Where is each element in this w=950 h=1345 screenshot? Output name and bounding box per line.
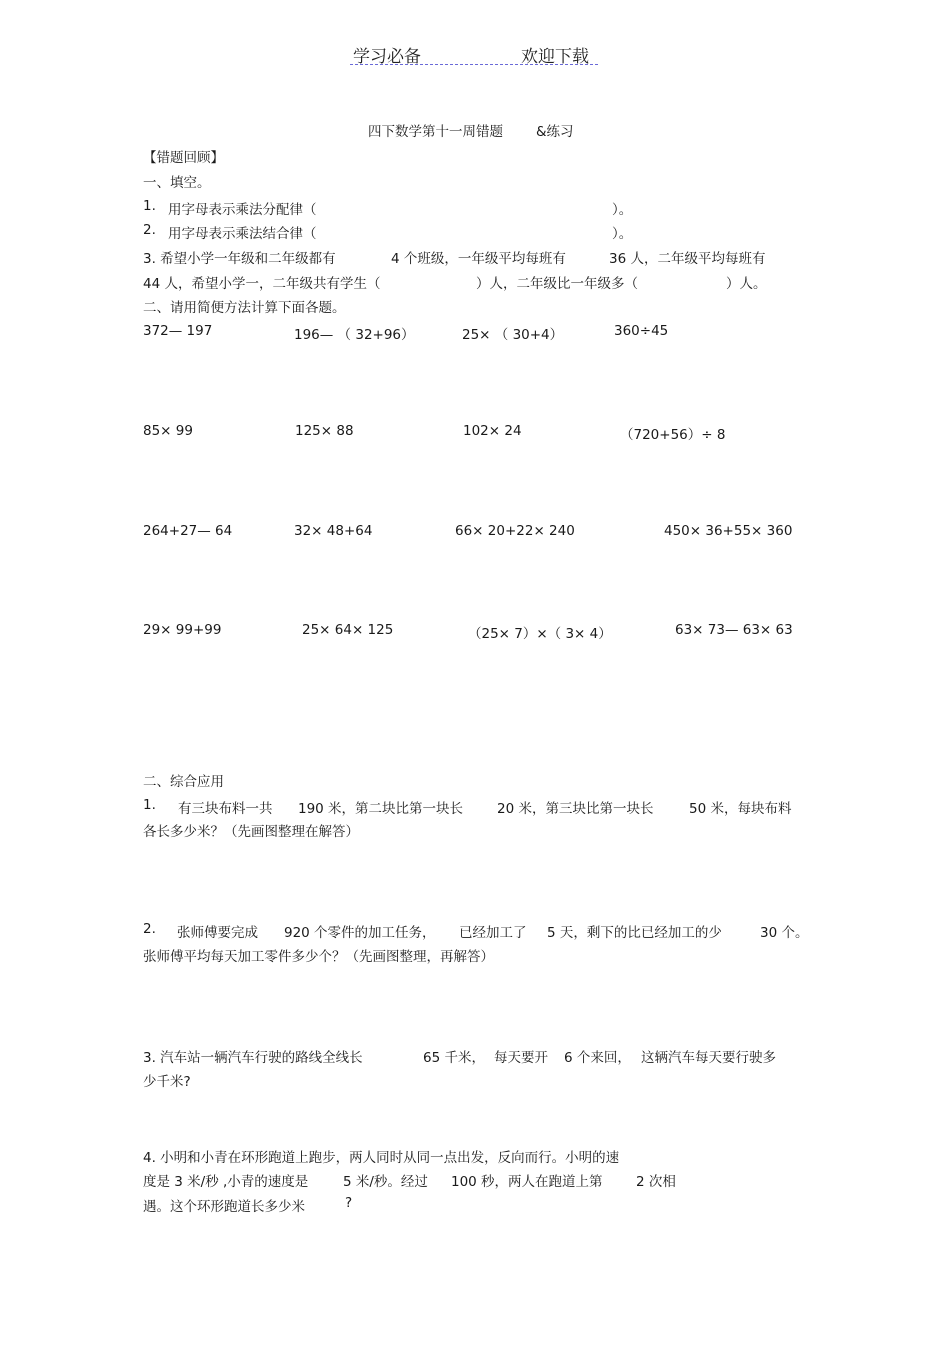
p2-line1: 2. (143, 921, 156, 937)
q3-line1-b: 4 个班级，一年级平均每班有 (391, 251, 566, 267)
p1-line1: 1. (143, 797, 156, 813)
p1-line1: 50 米，每块布料 (689, 801, 792, 817)
q1-close: ）。 (612, 202, 633, 218)
q3-line1-a: 3. 希望小学一年级和二年级都有 (143, 251, 336, 267)
page-title: 四下数学第十一周错题 (368, 124, 503, 140)
calc-expression: 102× 24 (463, 423, 522, 439)
p2-line1: 30 个。 (760, 925, 809, 941)
q3-line2-c: ）人。 (726, 276, 767, 292)
p1-line1: 20 米，第三块比第一块长 (497, 801, 654, 817)
q1-number: 1. (143, 198, 156, 214)
p3-line1: 3. 汽车站一辆汽车行驶的路线全线长 (143, 1050, 363, 1066)
p2-line1: 5 天，剩下的比已经加工的少 (547, 925, 722, 941)
q2-close: ）。 (612, 226, 633, 242)
p3-line2: 少千米? (143, 1074, 191, 1090)
p4-line2: 2 次相 (636, 1174, 676, 1190)
calc-expression: 25× 64× 125 (302, 622, 394, 638)
p3-line1: 65 千米， (423, 1050, 485, 1066)
header-left: 学习必备 (353, 47, 421, 67)
calc-expression: 29× 99+99 (143, 622, 222, 638)
calc-expression: 32× 48+64 (294, 523, 373, 539)
p3-line1: 这辆汽车每天要行驶多 (641, 1050, 776, 1066)
header-right: 欢迎下载 (521, 47, 589, 67)
q3-line1-c: 36 人，二年级平均每班有 (609, 251, 766, 267)
q2-number: 2. (143, 222, 156, 238)
section3-heading: 二、综合应用 (143, 774, 224, 790)
p2-line1: 已经加工了 (459, 925, 527, 941)
p3-line1: 每天要开 (494, 1050, 548, 1066)
calc-expression: 196— （ 32+96） (294, 327, 415, 343)
section2-heading: 二、请用简便方法计算下面各题。 (143, 300, 346, 316)
p2-line1: 张师傅要完成 (177, 925, 258, 941)
section1-heading: 一、填空。 (143, 175, 211, 191)
q3-line2-a: 44 人，希望小学一，二年级共有学生（ (143, 276, 381, 292)
p1-line2: 各长多少米？（先画图整理在解答） (143, 824, 359, 840)
calc-expression: 25× （ 30+4） (462, 327, 564, 343)
calc-expression: 360÷45 (614, 323, 669, 339)
calc-expression: 372— 197 (143, 323, 213, 339)
p4-line1: 4. 小明和小青在环形跑道上跑步，两人同时从同一点出发，反向而行。小明的速 (143, 1150, 620, 1166)
p1-line1: 有三块布料一共 (178, 801, 273, 817)
p4-line2: 100 秒，两人在跑道上第 (451, 1174, 603, 1190)
header-dashed-rule (350, 64, 598, 65)
calc-expression: 450× 36+55× 360 (664, 523, 793, 539)
p1-line1: 190 米，第二块比第一块长 (298, 801, 464, 817)
p3-line1: 6 个来回， (564, 1050, 631, 1066)
p2-line2: 张师傅平均每天加工零件多少个？（先画图整理，再解答） (143, 949, 494, 965)
calc-expression: （720+56）÷ 8 (620, 427, 726, 443)
page-title-suffix: &练习 (536, 124, 574, 140)
calc-expression: 264+27— 64 (143, 523, 233, 539)
calc-expression: 66× 20+22× 240 (455, 523, 575, 539)
q3-line2-b: ）人，二年级比一年级多（ (476, 276, 638, 292)
q2-text: 用字母表示乘法结合律（ (168, 226, 317, 242)
p2-line1: 920 个零件的加工任务， (284, 925, 436, 941)
calc-expression: （25× 7）×（ 3× 4） (468, 626, 612, 642)
p4-line2: 5 米/秒。经过 (343, 1174, 428, 1190)
calc-expression: 125× 88 (295, 423, 354, 439)
calc-expression: 63× 73— 63× 63 (675, 622, 793, 638)
calc-expression: 85× 99 (143, 423, 193, 439)
p4-line3: ? (345, 1195, 353, 1211)
q1-text: 用字母表示乘法分配律（ (168, 202, 317, 218)
section-review-label: 【错题回顾】 (143, 150, 224, 166)
p4-line3: 遇。这个环形跑道长多少米 (143, 1199, 305, 1215)
p4-line2: 度是 3 米/秒 ,小青的速度是 (143, 1174, 309, 1190)
